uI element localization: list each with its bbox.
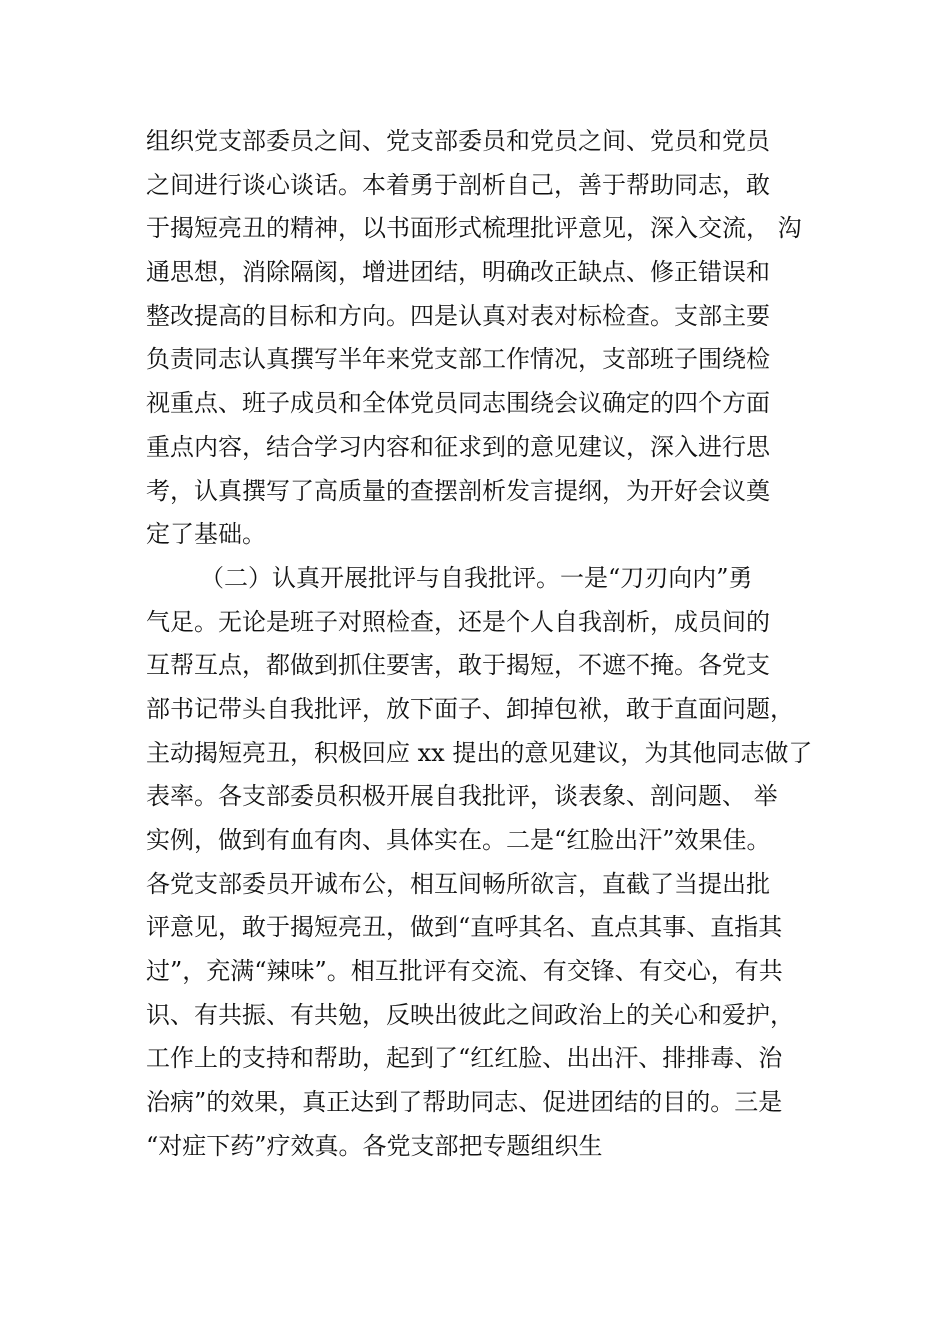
body-text [146,120,826,1169]
text-line: 工作上的支持和帮助，起到了“红红脸、出出汗、排排毒、治 [146,1044,783,1073]
text-line: 考，认真撰写了高质量的查摆剖析发言提纲，为开好会议奠 [146,476,770,505]
section-heading-line: （二）认真开展批评与自我批评。一是“刀刃向内”勇 [200,563,753,592]
text-line: 于揭短亮丑的精神，以书面形式梳理批评意见，深入交流， 沟 [146,214,802,243]
text-line: 重点内容，结合学习内容和征求到的意见建议，深入进行思 [146,432,770,461]
text-line: 通思想，消除隔阂，增进团结，明确改正缺点、修正错误和 [146,258,770,287]
text-line: “对症下药”疗效真。各党支部把专题组织生 [146,1131,603,1160]
text-line: 过”，充满“辣味”。相互批评有交流、有交锋、有交心，有共 [146,957,783,986]
text-line: 之间进行谈心谈话。本着勇于剖析自己，善于帮助同志，敢 [146,170,770,199]
text-line: 气足。无论是班子对照检查，还是个人自我剖析，成员间的 [146,607,770,636]
text-line: 互帮互点，都做到抓住要害，敢于揭短，不遮不掩。各党支 [146,651,770,680]
text-line: 治病”的效果，真正达到了帮助同志、促进团结的目的。三是 [146,1088,783,1117]
text-line: 视重点、班子成员和全体党员同志围绕会议确定的四个方面 [146,389,770,418]
text-line: 整改提高的目标和方向。四是认真对表对标检查。支部主要 [146,301,770,330]
text-line: 识、有共振、有共勉，反映出彼此之间政治上的关心和爱护， [146,1000,794,1029]
text-line: 表率。各支部委员积极开展自我批评，谈表象、剖问题、 举 [146,782,778,811]
text-line: 部书记带头自我批评，放下面子、卸掉包袱，敢于直面问题， [146,694,794,723]
text-line: 组织党支部委员之间、党支部委员和党员之间、党员和党员 [146,127,770,155]
text-line: 主动揭短亮丑，积极回应 xx 提出的意见建议，为其他同志做了 [146,738,813,767]
text-line: 各党支部委员开诚布公，相互间畅所欲言，直截了当提出批 [146,869,770,898]
text-line: 定了基础。 [146,520,266,549]
text-line: 负责同志认真撰写半年来党支部工作情况，支部班子围绕检 [146,345,770,374]
text-line: 实例，做到有血有肉、具体实在。二是“红脸出汗”效果佳。 [146,826,771,854]
text-line: 评意见，敢于揭短亮丑，做到“直呼其名、直点其事、直指其 [146,913,783,942]
